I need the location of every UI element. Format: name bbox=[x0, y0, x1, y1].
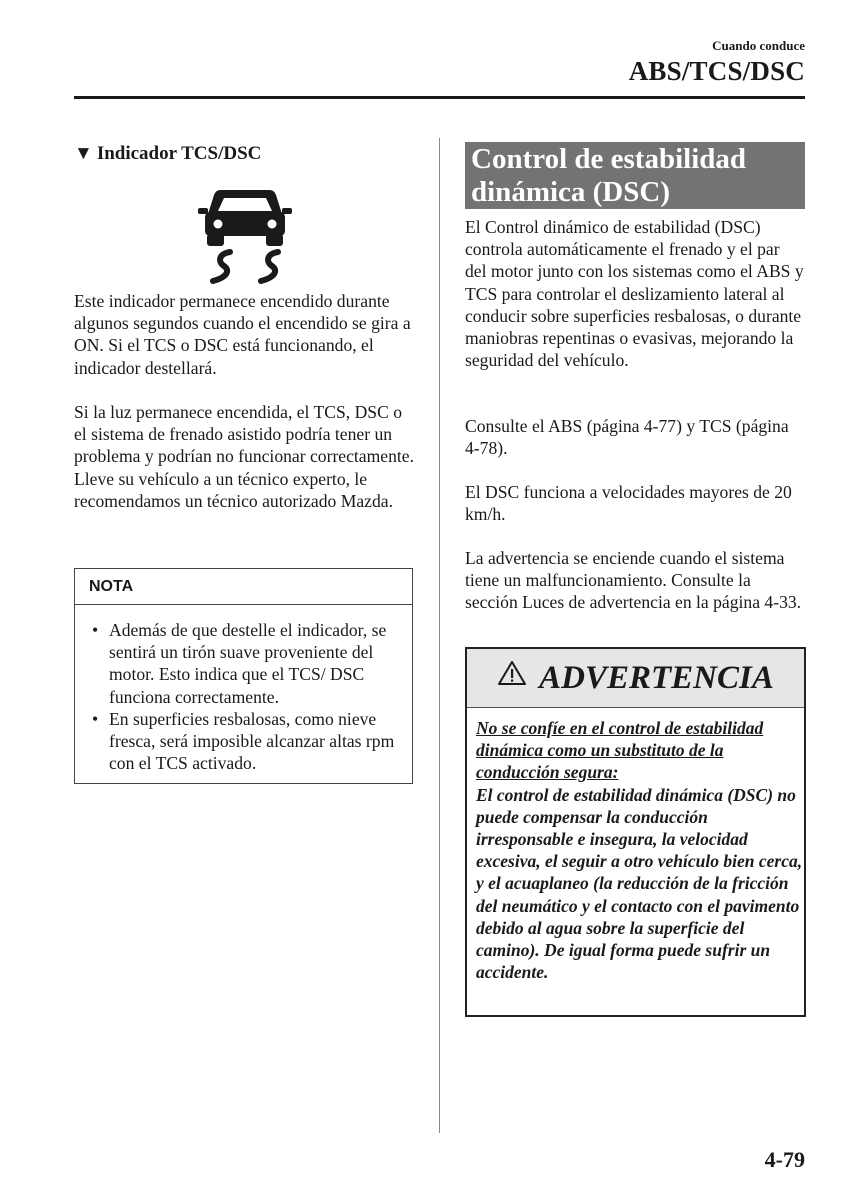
dsc-description: El Control dinámico de estabilidad (DSC) controla automáticamente el frenado y el par del motor junto con los sistemas como el ABS y TCS para controlar el deslizamiento lateral al conducir sobre superficies resbalosas, o durante maniobras repentinas o evasivas, mejorando la seguridad del vehículo. bbox=[465, 217, 804, 371]
indicator-malfunction-text: Si la luz permanece encendida, el TCS, DSC o el sistema de frenado asistido podría tener un problema y podrían no funcionar correctamente. Lleve su vehículo a un técnico experto, le recomendamos un técnico autorizado Mazda. bbox=[74, 402, 415, 511]
skidding-car-icon bbox=[198, 184, 292, 288]
indicator-subheading-text: Indicador TCS/DSC bbox=[96, 143, 262, 164]
page-number: 4-79 bbox=[764, 1147, 805, 1172]
column-divider bbox=[439, 138, 440, 1133]
warning-body bbox=[476, 717, 803, 983]
header-rule bbox=[74, 96, 805, 99]
page-title: ABS/TCS/DSC bbox=[628, 56, 805, 86]
warning-header bbox=[467, 649, 804, 708]
section-label: Cuando conduce bbox=[712, 38, 805, 53]
dsc-reference: Consulte el ABS (página 4-77) y TCS (página 4-78). bbox=[465, 416, 789, 459]
warning-box bbox=[465, 647, 806, 1017]
note-item bbox=[89, 708, 407, 775]
dsc-speed-text: El DSC funciona a velocidades mayores de 20 km/h. bbox=[465, 482, 792, 525]
bullet-icon: • bbox=[92, 620, 99, 640]
dsc-warning-light-text: La advertencia se enciende cuando el sistema tiene un malfuncionamiento. Consulte la sección Luces de advertencia en la página 4-33. bbox=[465, 548, 802, 613]
warning-text: El control de estabilidad dinámica (DSC) no puede compensar la conducción irresponsable e insegura, la velocidad excesiva, el seguir a otro vehículo bien cerca, y el acuaplaneo (la reducción de la fricción del neumático y el contacto con el pavimento debido al agua sobre la superficie del camino). De igual forma puede sufrir un accidente. bbox=[476, 784, 803, 983]
dsc-section-title: Control de estabilidad dinámica (DSC) bbox=[465, 142, 805, 209]
note-item bbox=[89, 619, 407, 708]
warning-triangle-icon bbox=[497, 660, 527, 691]
triangle-marker-icon: ▼ bbox=[74, 143, 93, 164]
indicator-description: Este indicador permanece encendido durante algunos segundos cuando el encendido se gira a ON. Si el TCS o DSC está funcionando, el indicador destellará. bbox=[74, 291, 411, 378]
indicator-subheading bbox=[74, 143, 261, 165]
warning-title: ADVERTENCIA bbox=[539, 660, 774, 696]
note-title: NOTA bbox=[75, 569, 412, 605]
note-item-text: En superficies resbalosas, como nieve fresca, será imposible alcanzar altas rpm con el TCS activado. bbox=[109, 708, 395, 774]
note-item-text: Además de que destelle el indicador, se sentirá un tirón suave proveniente del motor. Esto indica que el TCS/ DSC funciona correctamente. bbox=[109, 620, 387, 707]
note-list bbox=[89, 619, 407, 774]
bullet-icon: • bbox=[92, 708, 99, 729]
warning-lead: No se confíe en el control de estabilidad dinámica como un substituto de la conducción segura: bbox=[476, 718, 764, 783]
note-box bbox=[74, 568, 413, 784]
